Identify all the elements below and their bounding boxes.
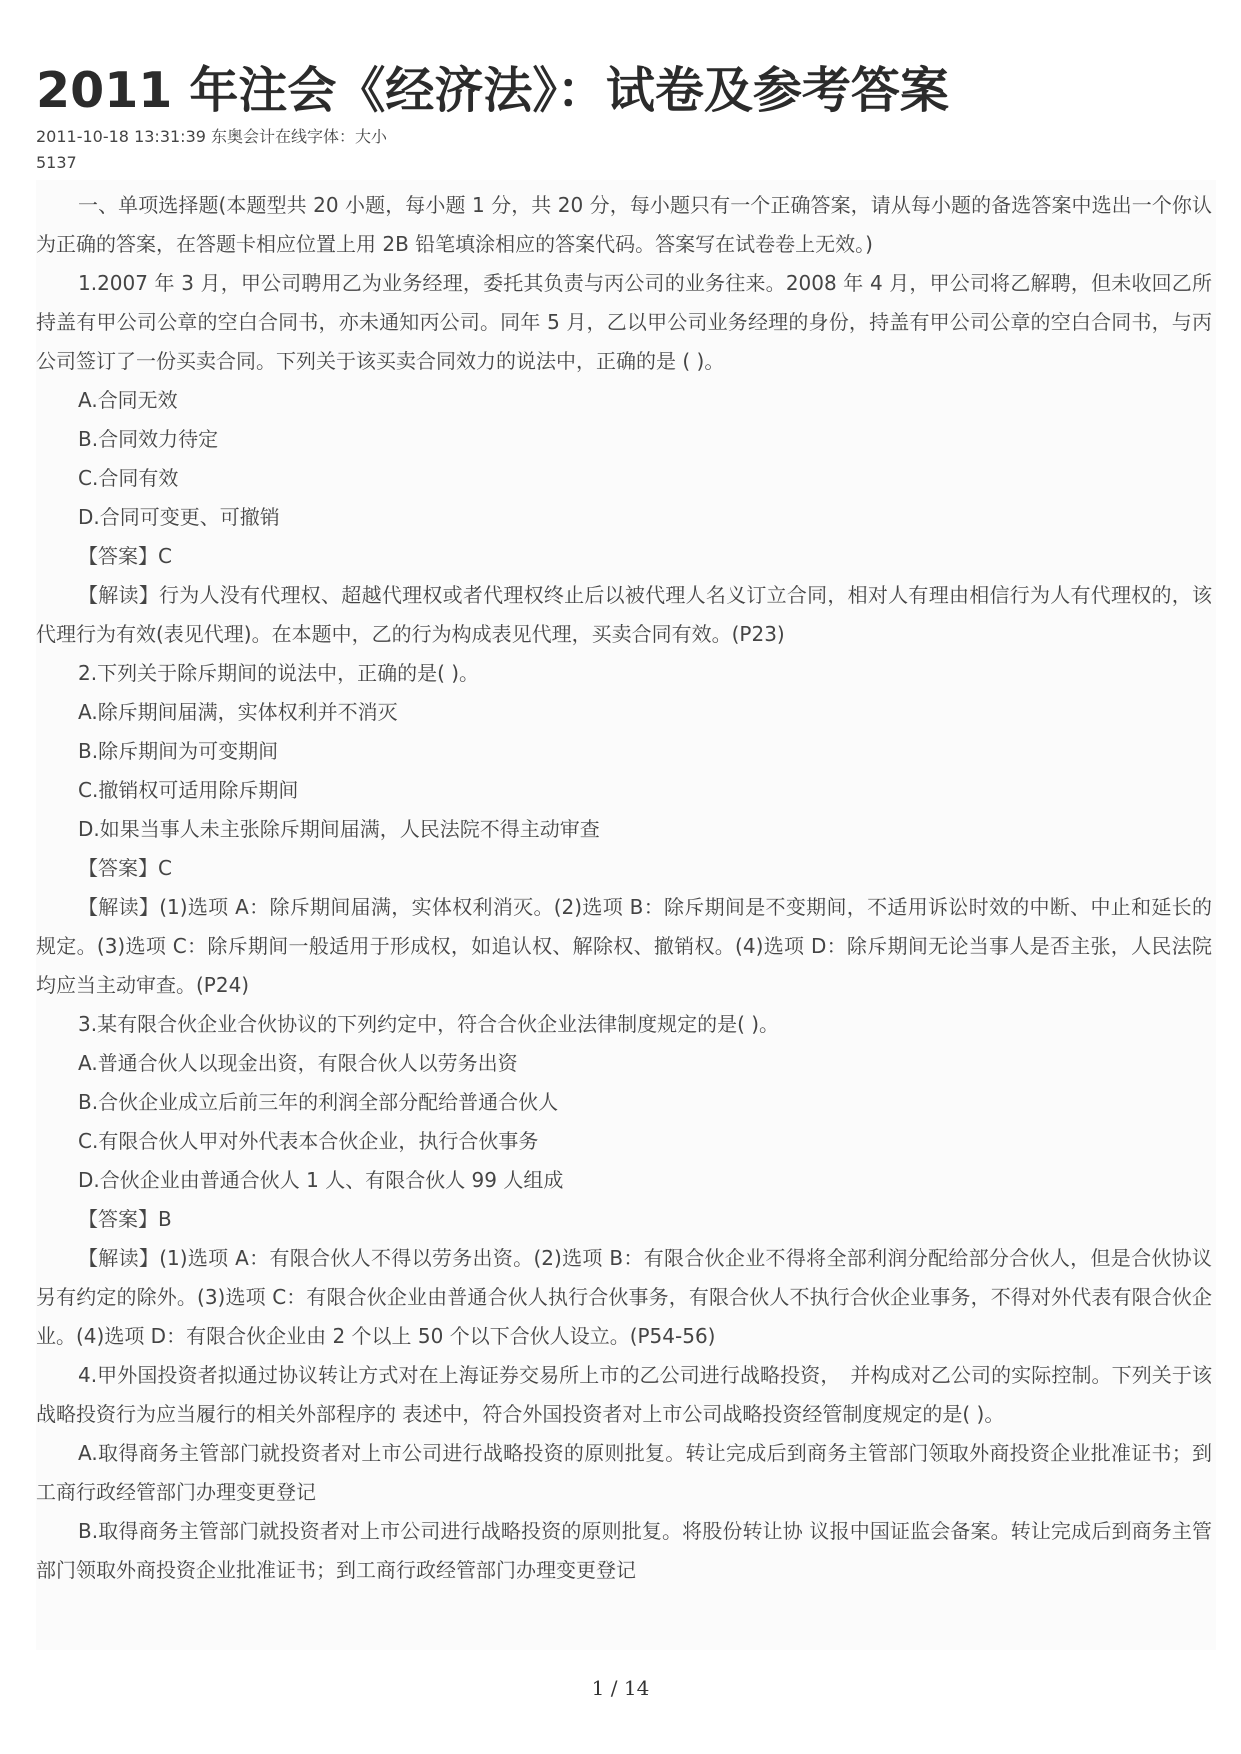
view-count: 5137 [36,153,77,172]
document-title: 2011 年注会《经济法》：试卷及参考答案 [36,62,949,119]
option-d: D.合伙企业由普通合伙人 1 人、有限合伙人 99 人组成 [78,1168,564,1192]
option-a: A.除斥期间届满，实体权利并不消灭 [78,700,398,724]
explanation: 【解读】行为人没有代理权、超越代理权或者代理权终止后以被代理人名义订立合同，相对人有理由相信行为人有代理权的，该代理行为有效(表见代理)。在本题中，乙的行为构成表见代理，买卖合同有效。(P23) [36,583,1212,646]
option-b: B.除斥期间为可变期间 [78,739,279,763]
page-number: 1 / 14 [591,1676,650,1700]
document-page [36,50,1212,1590]
answer: 【答案】B [78,1207,172,1231]
option-a: A.普通合伙人以现金出资，有限合伙人以劳务出资 [78,1051,518,1075]
option-a: A.取得商务主管部门就投资者对上市公司进行战略投资的原则批复。转让完成后到商务主管部门领取外商投资企业批准证书；到工商行政经管部门办理变更登记 [36,1441,1212,1504]
document-body [36,186,1212,1590]
answer: 【答案】C [78,544,172,568]
answer: 【答案】C [78,856,172,880]
question-1: 1.2007 年 3 月，甲公司聘用乙为业务经理，委托其负责与丙公司的业务往来。2008 年 4 月，甲公司将乙解聘，但未收回乙所持盖有甲公司公章的空白合同书，亦未通知丙公司。同年 5 月，乙以甲公司业务经理的身份，持盖有甲公司公章的空白合同书，与丙公司签订了一份买卖合同。下列关于该买卖合同效力的说法中，正确的是 ( )。 [36,271,1212,373]
question-2: 2.下列关于除斥期间的说法中，正确的是( )。 [78,661,480,685]
option-b: B.取得商务主管部门就投资者对上市公司进行战略投资的原则批复。将股份转让协 议报中国证监会备案。转让完成后到商务主管部门领取外商投资企业批准证书；到工商行政经管部门办理变更登记 [36,1519,1212,1582]
option-c: C.合同有效 [78,466,179,490]
section-intro: 一、单项选择题(本题型共 20 小题，每小题 1 分，共 20 分，每小题只有一个正确答案，请从每小题的备选答案中选出一个你认为正确的答案，在答题卡相应位置上用 2B 铅笔填涂相应的答案代码。答案写在试卷卷上无效。) [36,193,1212,256]
publish-meta: 2011-10-18 13:31:39 东奥会计在线字体：大小 [36,127,388,146]
option-b: B.合伙企业成立后前三年的利润全部分配给普通合伙人 [78,1090,559,1114]
option-c: C.有限合伙人甲对外代表本合伙企业，执行合伙事务 [78,1129,539,1153]
option-a: A.合同无效 [78,388,178,412]
question-3: 3.某有限合伙企业合伙协议的下列约定中，符合合伙企业法律制度规定的是( )。 [78,1012,780,1036]
option-d: D.如果当事人未主张除斥期间届满，人民法院不得主动审查 [78,817,600,841]
option-c: C.撤销权可适用除斥期间 [78,778,299,802]
question-4: 4.甲外国投资者拟通过协议转让方式对在上海证券交易所上市的乙公司进行战略投资， 并构成对乙公司的实际控制。下列关于该战略投资行为应当履行的相关外部程序的 表述中，符合外国投资者对上市公司战略投资经管制度规定的是( )。 [36,1363,1212,1426]
option-b: B.合同效力待定 [78,427,219,451]
explanation: 【解读】(1)选项 A：除斥期间届满，实体权利消灭。(2)选项 B：除斥期间是不变期间，不适用诉讼时效的中断、中止和延长的规定。(3)选项 C：除斥期间一般适用于形成权，如追认权、解除权、撤销权。(4)选项 D：除斥期间无论当事人是否主张，人民法院均应当主动审查。(P24) [36,895,1212,997]
explanation: 【解读】(1)选项 A：有限合伙人不得以劳务出资。(2)选项 B：有限合伙企业不得将全部利润分配给部分合伙人，但是合伙协议另有约定的除外。(3)选项 C：有限合伙企业由普通合伙人执行合伙事务，有限合伙人不执行合伙企业事务，不得对外代表有限合伙企业。(4)选项 D：有限合伙企业由 2 个以上 50 个以下合伙人设立。(P54-56) [36,1246,1212,1348]
option-d: D.合同可变更、可撤销 [78,505,280,529]
